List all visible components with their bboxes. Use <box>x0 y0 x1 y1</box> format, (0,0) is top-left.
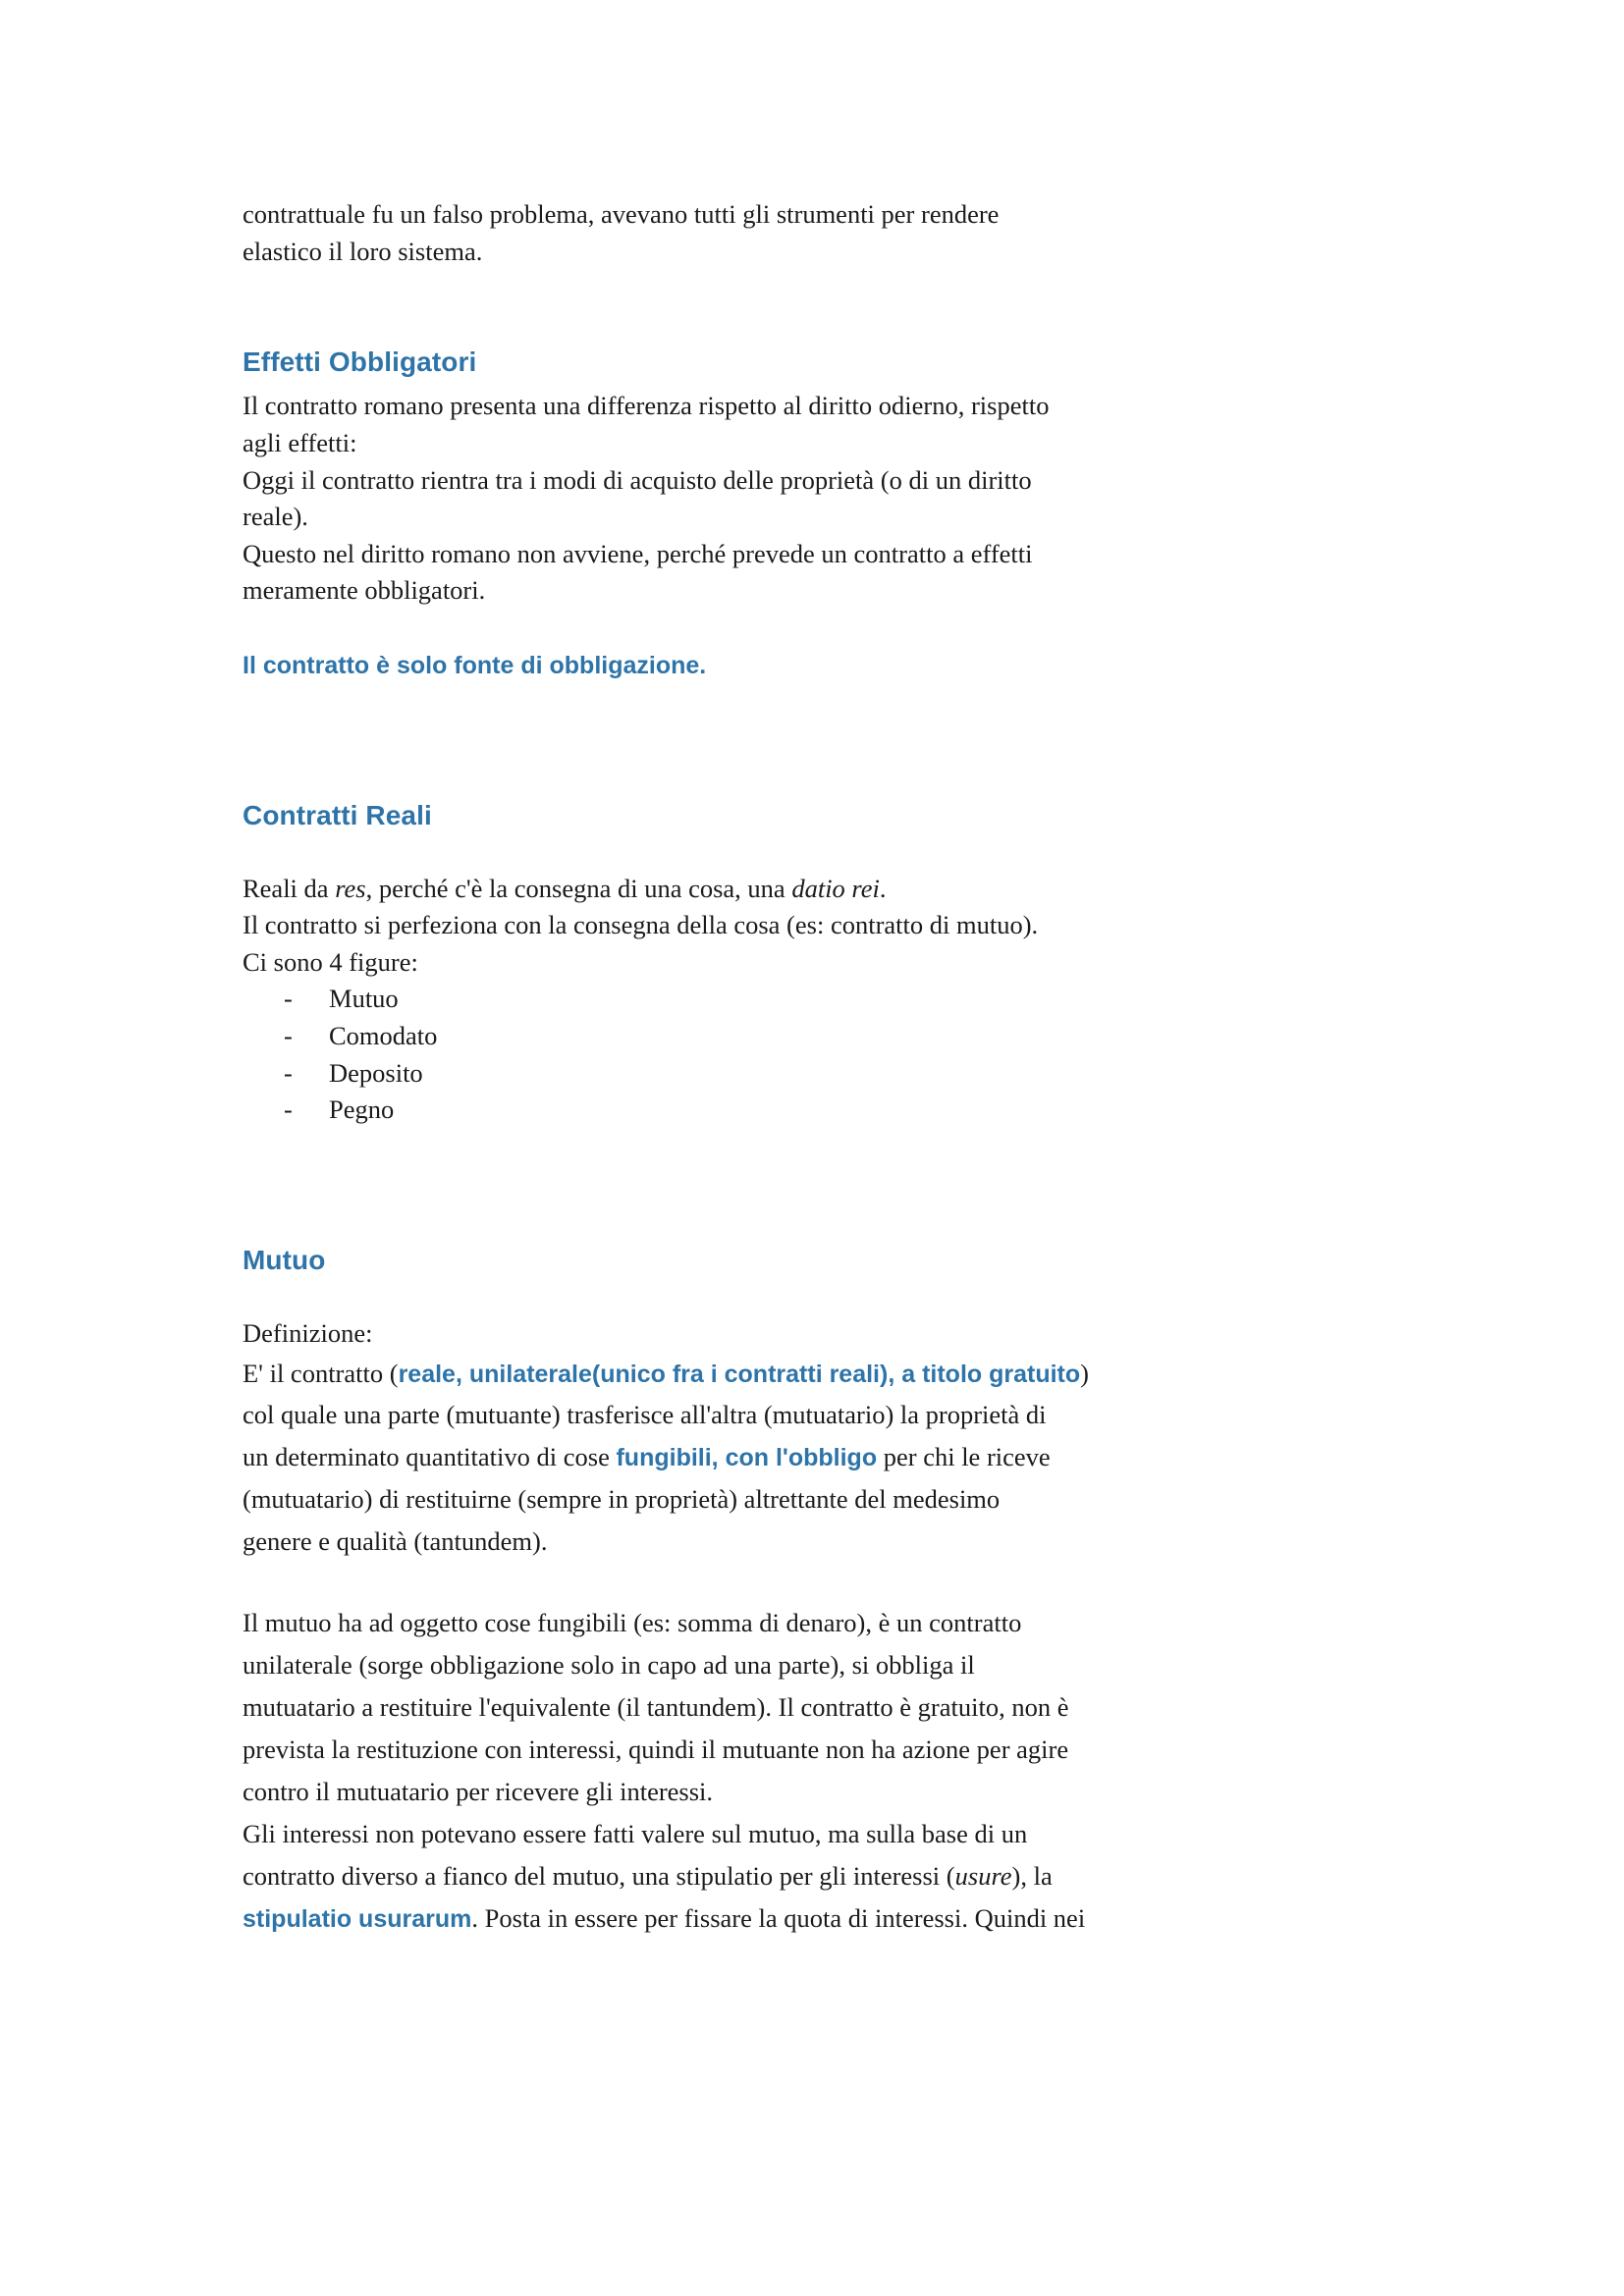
mutuo-body-line7-post: ), la <box>1011 1860 1053 1891</box>
mutuo-def-line-4: (mutuatario) di restituirne (sempre in proprietà) altrettante del medesimo <box>243 1484 1001 1515</box>
mutuo-body-accent-stipulatio-usurarum: stipulatio usurarum <box>243 1904 472 1933</box>
mutuo-body-line-1: Il mutuo ha ad oggetto cose fungibili (es: somma di denaro), è un contratto <box>243 1608 1022 1638</box>
mutuo-def-line-1 <box>243 1353 1372 1395</box>
effetti-line-4: reale). <box>243 502 308 532</box>
spacer <box>243 1129 1372 1205</box>
effetti-line-6: meramente obbligatori. <box>243 575 486 606</box>
reali-line-1 <box>243 871 1372 908</box>
mutuo-body-line-2: unilaterale (sorge obbligazione solo in capo ad una parte), si obbliga il <box>243 1650 975 1681</box>
reali-mid: , perché c'è la consegna di una cosa, una <box>365 873 792 903</box>
spacer <box>243 1276 1372 1315</box>
mutuo-def-line-3 <box>243 1436 1372 1478</box>
section-heading-effetti-obbligatori: Effetti Obbligatori <box>243 347 477 378</box>
reali-end: . <box>879 873 887 903</box>
mutuo-definition-paragraph <box>243 1353 1372 1564</box>
mutuo-body-line-6: Gli interessi non potevano essere fatti valere sul mutuo, ma sulla base di un <box>243 1818 1028 1848</box>
mutuo-body-line-7 <box>243 1855 1372 1897</box>
list-item: - Mutuo <box>284 981 1372 1018</box>
mutuo-def-line-2: col quale una parte (mutuante) trasferisce all'altra (mutuatario) la proprietà di <box>243 1400 1047 1430</box>
mutuo-body-line8-post: . Posta in essere per fissare la quota di interessi. Quindi nei <box>471 1902 1086 1933</box>
spacer <box>243 270 1372 347</box>
spacer <box>243 1563 1372 1602</box>
reali-pre: Reali da <box>243 873 336 903</box>
reali-line-3: Ci sono 4 figure: <box>243 946 418 977</box>
spacer <box>243 684 1372 761</box>
mutuo-def-line3-pre: un determinato quantitativo di cose <box>243 1442 617 1472</box>
top-paragraph-line-2: elastico il loro sistema. <box>243 236 483 266</box>
list-item: - Comodato <box>284 1018 1372 1055</box>
effetti-line-5: Questo nel diritto romano non avviene, perché prevede un contratto a effetti <box>243 538 1033 568</box>
spacer <box>243 378 1372 388</box>
mutuo-def-line3-post: per chi le riceve <box>877 1442 1051 1472</box>
mutuo-body-usure-italic: usure <box>954 1860 1012 1891</box>
mutuo-body-line7-pre: contratto diverso a fianco del mutuo, una stipulatio per gli interessi ( <box>243 1860 955 1891</box>
mutuo-body-line-4: prevista la restituzione con interessi, quindi il mutuante non ha azione per agire <box>243 1734 1069 1764</box>
page-content <box>243 196 1372 1939</box>
list-item: - Deposito <box>284 1055 1372 1093</box>
mutuo-def-line-5: genere e qualità (tantundem). <box>243 1526 548 1557</box>
mutuo-body-paragraph <box>243 1602 1372 1939</box>
list-item: - Pegno <box>284 1092 1372 1129</box>
mutuo-body-line-8 <box>243 1897 1372 1940</box>
section-heading-contratti-reali: Contratti Reali <box>243 799 432 830</box>
mutuo-def-post-1: ) <box>1080 1358 1089 1388</box>
mutuo-body-line-3: mutuatario a restituire l'equivalente (il tantundem). Il contratto è gratuito, non è <box>243 1691 1069 1722</box>
figure-list <box>243 981 1372 1129</box>
mutuo-body-line-5: contro il mutuatario per ricevere gli interessi. <box>243 1776 714 1806</box>
reali-res-italic: res <box>335 873 366 903</box>
effetti-line-2: agli effetti: <box>243 427 357 457</box>
effetti-line-3: Oggi il contratto rientra tra i modi di acquisto delle proprietà (o di un diritto <box>243 464 1032 495</box>
spacer <box>243 1205 1372 1245</box>
reali-line-2: Il contratto si perfeziona con la consegna della cosa (es: contratto di mutuo). <box>243 910 1039 940</box>
mutuo-definizione-label: Definizione: <box>243 1317 373 1348</box>
spacer <box>243 831 1372 871</box>
effetti-line-1: Il contratto romano presenta una differenza rispetto al diritto odierno, rispetto <box>243 391 1050 421</box>
top-paragraph-line-1: contrattuale fu un falso problema, avevano tutti gli strumenti per rendere <box>243 199 1000 229</box>
highlight-contratto-fonte-obbligazione: Il contratto è solo fonte di obbligazione. <box>243 652 707 679</box>
mutuo-def-accent-2: fungibili, con l'obbligo <box>616 1444 878 1472</box>
spacer <box>243 761 1372 800</box>
mutuo-def-pre: E' il contratto ( <box>243 1358 399 1388</box>
section-heading-mutuo: Mutuo <box>243 1244 326 1275</box>
reali-datio-rei-italic: datio rei <box>791 873 880 903</box>
spacer <box>243 610 1372 649</box>
top-paragraph <box>243 196 1372 270</box>
mutuo-def-accent-1: reale, unilaterale(unico fra i contratti reali), a titolo gratuito <box>398 1360 1081 1388</box>
